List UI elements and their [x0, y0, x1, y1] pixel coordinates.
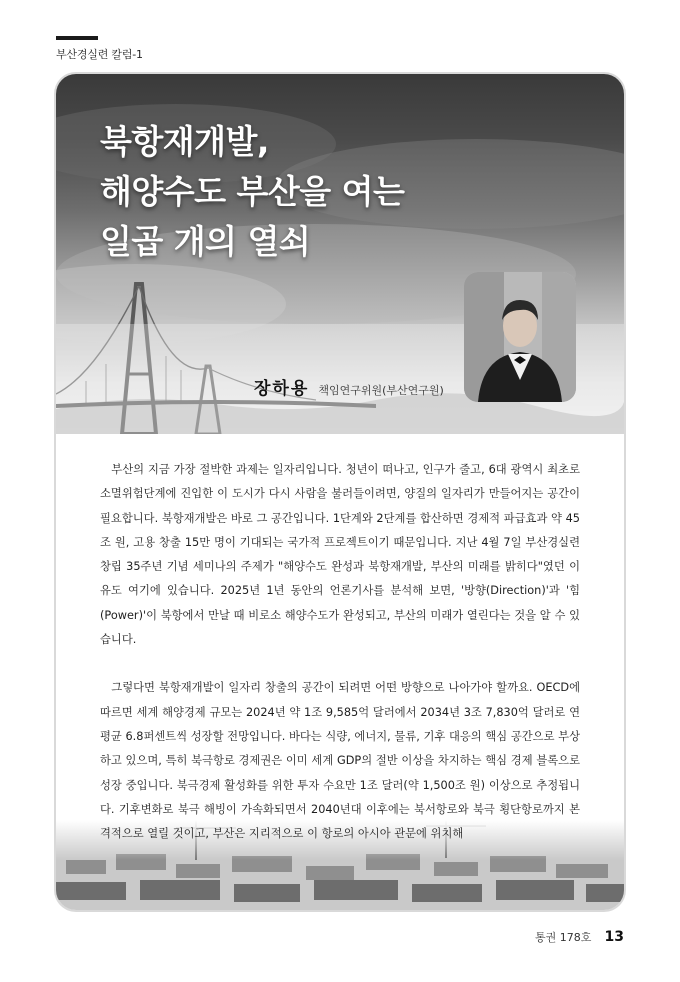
- paragraph-1: 부산의 지금 가장 절박한 과제는 일자리입니다. 청년이 떠나고, 인구가 줄고, 6대 광역시 최초로 소멸위험단계에 진입한 이 도시가 다시 사람을 불러들이려면, 양질의 일자리가 만들어지는 공간이 필요합니다. 북항재개발은 바로 그 공간입니다. 1단계와 2단계를 합산하면 경제적 파급효과 약 45조 원, 고용 창출 15만 명이 기대되는 국가적 프로젝트이기 때문입니다. 지난 4월 7일 부산경실련 창립 35주년 기념 세미나의 주제가 "해양수도 완성과 북항재개발, 부산의 미래를 밝히다"였던 이유도 여기에 있습니다. 2025년 1년 동안의 언론기사를 분석해 보면, '방향(Direction)'과 '힘(Power)'이 북항에서 만날 때 비로소 해양수도가 완성되고, 부산의 미래가 열린다는 것을 알 수 있습니다.: [100, 463, 580, 647]
- author-portrait-icon: [464, 272, 576, 402]
- author-byline: [254, 374, 444, 399]
- author-name: 장하용: [254, 379, 310, 399]
- article-title-line-3: 일곱 개의 열쇠: [100, 222, 311, 261]
- paragraph-2: 그렇다면 북항재개발이 일자리 창출의 공간이 되려면 어떤 방향으로 나아가야 할까요. OECD에 따르면 세계 해양경제 규모는 2024년 약 1조 9,585억 달러에서 2034년 3조 7,830억 달러로 연평균 6.8퍼센트씩 성장할 전망입니다. 바다는 식량, 에너지, 물류, 기후 대응의 핵심 공간으로 부상하고 있으며, 특히 북극항로 경제권은 이미 세계 GDP의 절반 이상을 차지하는 핵심 경제 블록으로 성장 중입니다. 북극경제 활성화를 위한 투자 수요만 1조 달러(약 1,500조 원) 이상으로 추정됩니다. 기후변화로 북극 해빙이 가속화되면서 2040년대 이후에는 북서항로와 북극 횡단항로까지 본격적으로 열릴 것이고, 부산은 지리적으로 이 항로의 아시아 관문에 위치해: [100, 681, 580, 841]
- section-label: 부산경실련 칼럼-1: [56, 48, 143, 61]
- hero-banner: [56, 74, 624, 434]
- issue-number: 통권 178호: [535, 931, 592, 944]
- article-title-line-1: 북항재개발,: [100, 122, 269, 161]
- author-title: 책임연구위원(부산연구원): [318, 384, 444, 397]
- article-title-line-2: 해양수도 부산을 여는: [100, 172, 405, 211]
- author-photo: [464, 272, 576, 402]
- page-footer: [535, 926, 624, 945]
- article-panel: [56, 74, 624, 910]
- article-body: [100, 458, 580, 846]
- page-number: 13: [604, 929, 624, 945]
- header-rule: [56, 36, 98, 40]
